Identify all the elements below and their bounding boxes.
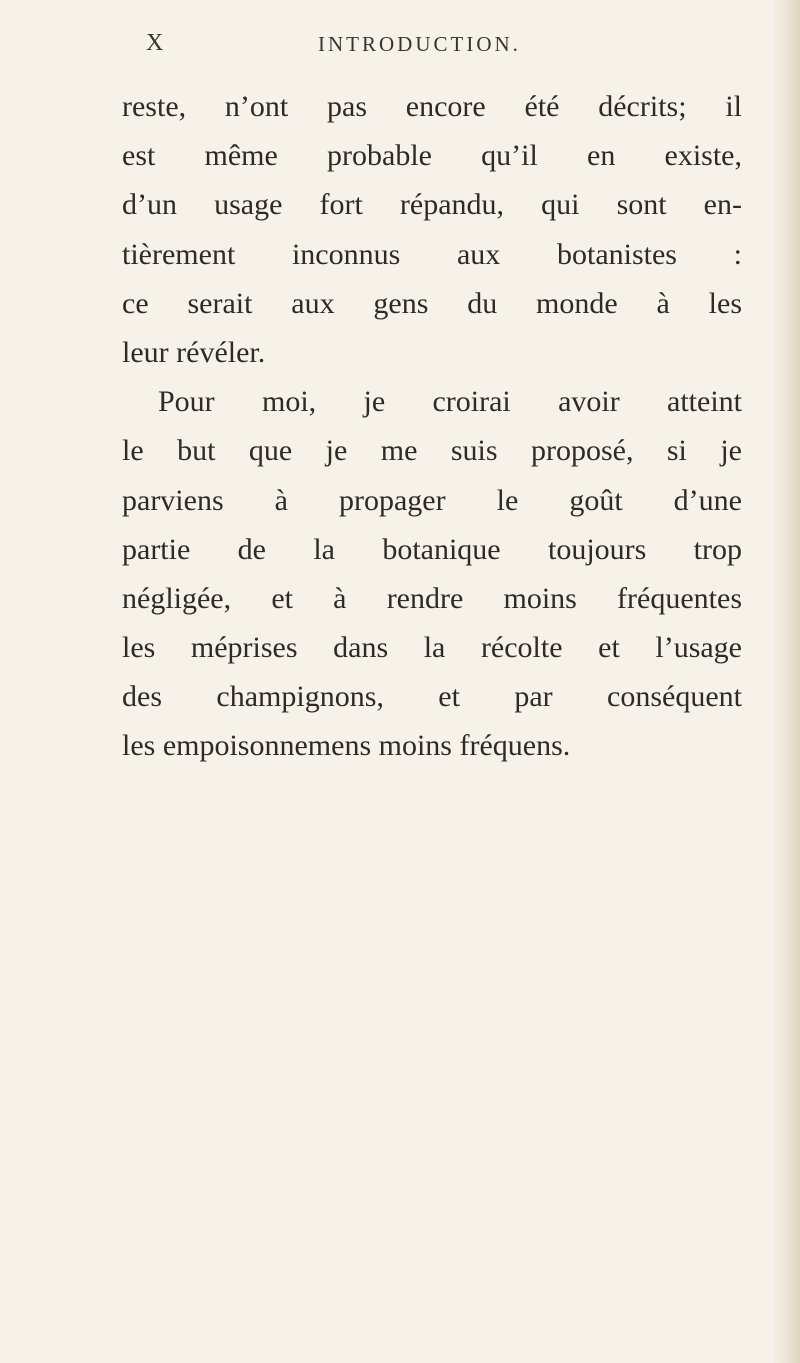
text-line: les méprises dans la récolte et l’usage [122, 631, 742, 665]
text-line: d’un usage fort répandu, qui sont en- [122, 188, 742, 222]
text-line: des champignons, et par conséquent [122, 680, 742, 714]
text-line: ce serait aux gens du monde à les [122, 286, 742, 320]
text-line: les empoisonnemens moins fréquens. [122, 729, 571, 763]
text-line: le but que je me suis proposé, si je [122, 434, 742, 468]
text-line: Pour moi, je croirai avoir atteint [158, 385, 742, 419]
paragraph-2 [122, 377, 742, 771]
page-edge-shadow [772, 0, 800, 1363]
text-line: parviens à propager le goût d’une [122, 483, 742, 517]
text-line: est même probable qu’il en existe, [122, 139, 742, 173]
paragraph-1 [122, 82, 742, 377]
body-text [122, 82, 742, 771]
text-line: leur révéler. [122, 335, 266, 369]
text-line: reste, n’ont pas encore été décrits; il [122, 90, 742, 123]
page-header [0, 30, 800, 64]
page-number: X [146, 30, 165, 56]
text-line: partie de la botanique toujours trop [122, 532, 742, 566]
running-head: INTRODUCTION. [318, 32, 521, 56]
text-line: tièrement inconnus aux botanistes : [122, 237, 742, 271]
text-line: négligée, et à rendre moins fréquentes [122, 581, 742, 615]
